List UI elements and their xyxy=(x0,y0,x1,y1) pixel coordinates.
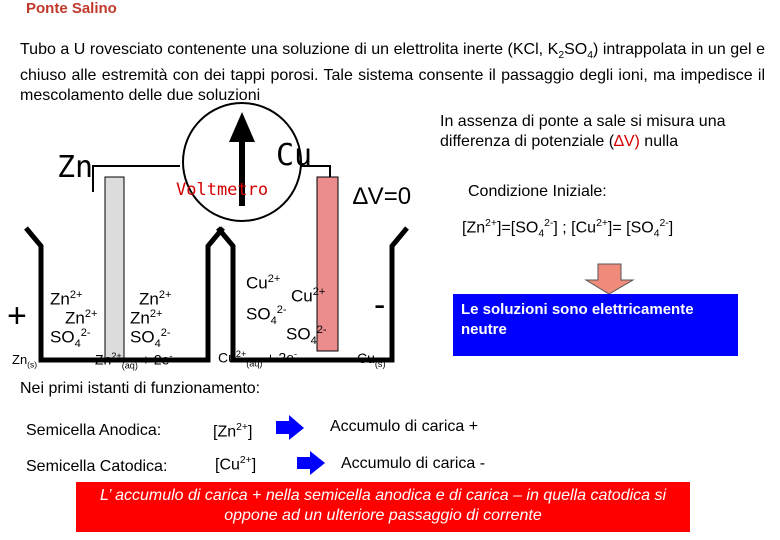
page-title: Ponte Salino xyxy=(26,0,117,17)
voltmeter-label: Voltmetro xyxy=(176,180,269,200)
anodic-ion: $[Zn^{2+}]$ xyxy=(213,422,253,441)
zn-aq-reaction: $Zn^{2+}_{(aq)} + 2e^-$ xyxy=(95,351,173,371)
cu-solid-label: $Cu_{(s)}$ xyxy=(357,350,386,369)
zn-solid-label: $Zn_{(s)}$ xyxy=(12,352,38,370)
delta-v-label: ∆V=0 xyxy=(353,183,412,210)
condition-equation: $[Zn^{2+}]=[SO_4^{2-}]$ ; $[Cu^{2+}]= [SO_4^{2-}]$ xyxy=(462,218,674,240)
anodic-result: Accumulo di carica + xyxy=(330,418,479,435)
cathodic-result: Accumulo di carica - xyxy=(341,455,486,472)
neutral-box: Le soluzioni sono elettricamente neutre xyxy=(453,294,738,356)
cathodic-ion: $[Cu^{2+}]$ xyxy=(215,455,257,474)
cu-aq-reaction: $Cu^{2+}_{(aq)} + 2e^-$ xyxy=(218,349,298,369)
anodic-arrow xyxy=(276,415,304,440)
left-ion: $SO_4^{2-}$ xyxy=(130,327,171,351)
left-ion: $Zn^{2+}$ xyxy=(130,308,163,328)
note-text: In assenza di ponte a sale si misura una differenza di potenziale (∆V) nulla xyxy=(440,113,726,150)
zn-label: Zn xyxy=(57,150,94,185)
left-ion: $SO_4^{2-}$ xyxy=(50,327,91,351)
process-arrow xyxy=(586,264,633,294)
condition-title: Condizione Iniziale: xyxy=(468,183,607,200)
left-ion: $Zn^{2+}$ xyxy=(65,308,98,328)
cathodic-label: Semicella Catodica: xyxy=(26,458,168,475)
right-ion: $SO_4^{2-}$ xyxy=(246,304,287,328)
cu-label: Cu xyxy=(276,138,313,173)
zn-electrode xyxy=(105,177,124,359)
right-ion: $Cu^{2+}$ xyxy=(291,286,326,306)
plus-sign: + xyxy=(7,297,27,335)
right-ion: $SO_4^{2-}$ xyxy=(286,324,327,348)
anodic-label: Semicella Anodica: xyxy=(26,422,162,439)
right-ion: $Cu^{2+}$ xyxy=(246,273,281,293)
intro-text: Tubo a U rovesciato contenente una soluzione di un elettrolita inerte (KCl, $K_2SO_4$) intrappolata in un gel e chiuso alle estremità con dei tappi porosi. Tale sistema consente il passaggio degli ioni, ma impedisce il mescolamento delle due soluzioni xyxy=(20,41,766,105)
left-ion: $Zn^{2+}$ xyxy=(50,289,83,309)
cathodic-arrow xyxy=(297,451,325,475)
minus-sign: - xyxy=(374,286,386,324)
conclusion-banner: L’ accumulo di carica + nella semicella anodica e di carica – in quella catodica si oppone ad un ulteriore passaggio di corrente xyxy=(76,482,690,532)
early-label: Nei primi istanti di funzionamento: xyxy=(20,380,261,397)
left-ion: $Zn^{2+}$ xyxy=(139,289,172,309)
